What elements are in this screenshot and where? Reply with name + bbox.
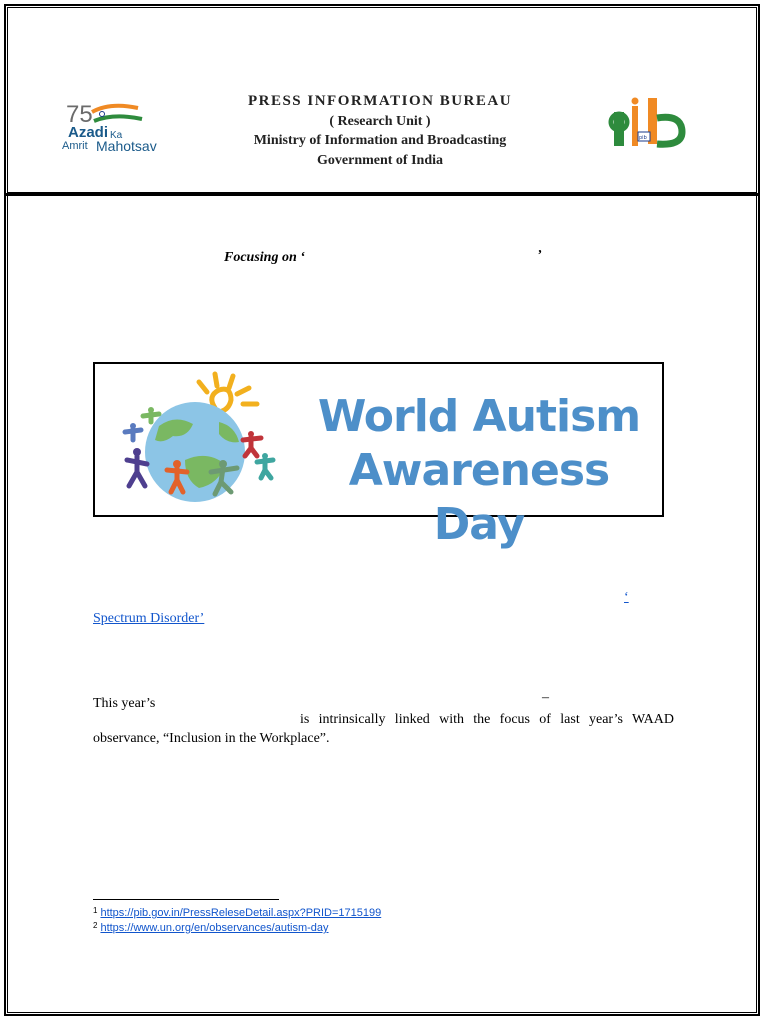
footnote-1-number: 1	[93, 906, 98, 915]
globe-with-people-icon	[115, 364, 285, 515]
autism-spectrum-disorder-link[interactable]: Spectrum Disorder’	[93, 611, 205, 626]
paragraph-line-2: is intrinsically linked with the focus of last year’s WAAD	[300, 712, 674, 727]
ministry-name: Ministry of Information and Broadcasting	[253, 133, 507, 148]
footnote-separator	[93, 899, 279, 900]
world-autism-banner	[93, 362, 664, 550]
paragraph-start: This year’s	[93, 696, 156, 711]
azadi-ka-word: Ka	[110, 130, 123, 141]
focusing-on-heading: Focusing on ‘	[224, 250, 305, 265]
focusing-close-quote: ’	[537, 248, 542, 263]
svg-text:pib: pib	[639, 135, 647, 141]
footnote-2	[93, 921, 329, 934]
government-name: Government of India	[317, 153, 443, 168]
footnote-2-link[interactable]: https://www.un.org/en/observances/autism-day	[100, 922, 329, 934]
azadi-amrit-word: Amrit	[62, 140, 88, 152]
footnote-1-link[interactable]: https://pib.gov.in/PressReleseDetail.aspx?PRID=1715199	[100, 907, 382, 919]
footnote-2-number: 2	[93, 921, 98, 930]
research-unit: ( Research Unit )	[329, 114, 431, 129]
svg-text:75: 75	[66, 101, 93, 128]
autism-link-quote[interactable]: ‘	[624, 590, 629, 605]
pib-logo-icon	[608, 96, 692, 154]
header-title-block	[200, 90, 560, 170]
azadi-mahotsav-word: Mahotsav	[96, 138, 157, 154]
azadi-word: Azadi	[68, 124, 109, 141]
paragraph-line-3: observance, “Inclusion in the Workplace”.	[93, 731, 330, 746]
azadi-ka-amrit-mahotsav-logo	[62, 100, 172, 160]
banner-title: World Autism Awareness Day	[317, 391, 641, 550]
pib-logo	[608, 96, 692, 154]
paragraph-dash: –	[542, 690, 549, 705]
bureau-title: PRESS INFORMATION BUREAU	[247, 93, 513, 109]
footnote-1	[93, 906, 381, 919]
